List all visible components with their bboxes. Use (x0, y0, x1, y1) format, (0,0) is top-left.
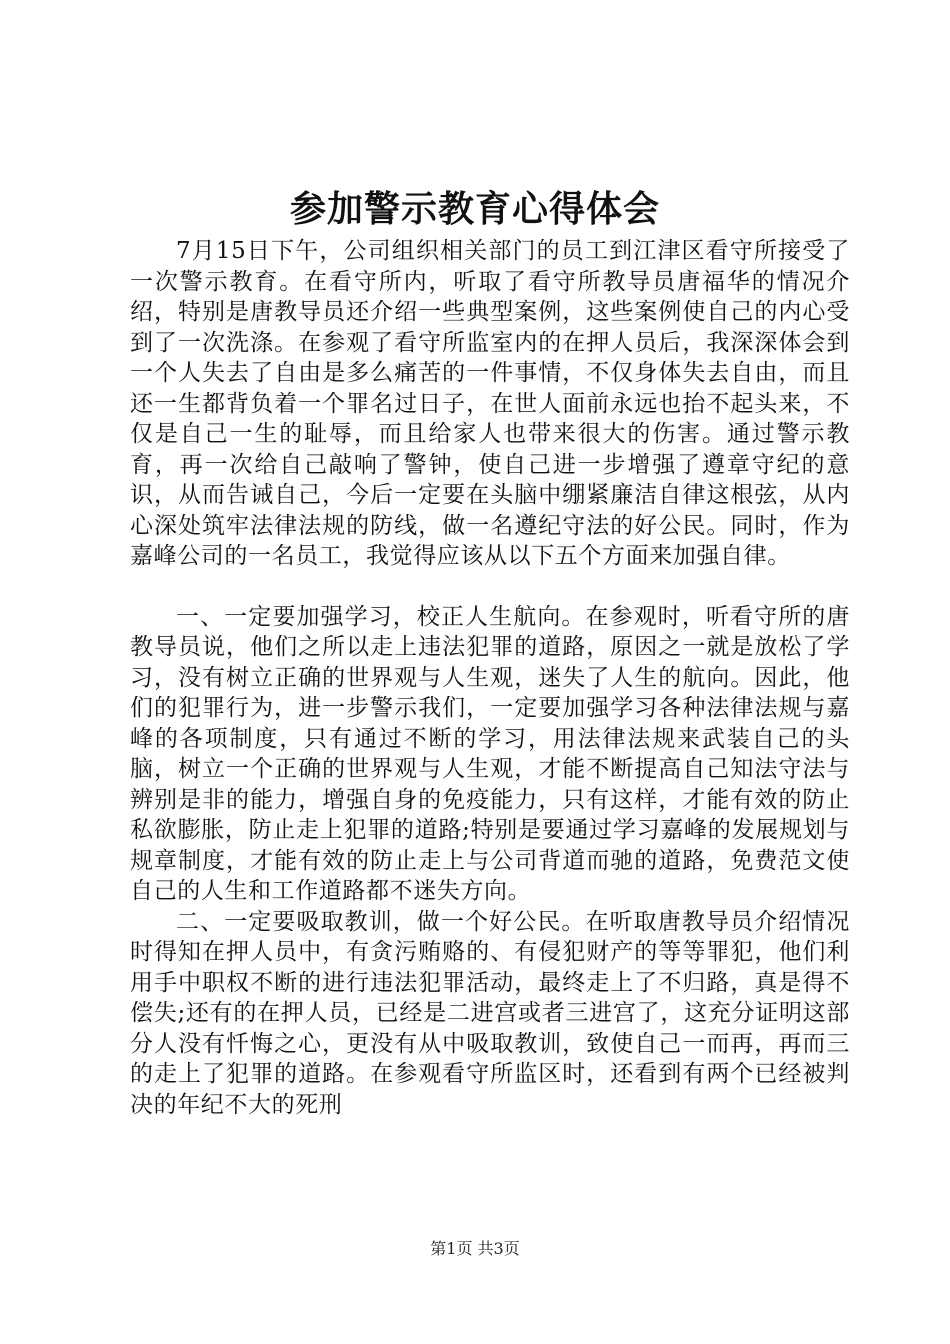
paragraph-point-one: 一、一定要加强学习，校正人生航向。在参观时，听看守所的唐教导员说，他们之所以走上违法犯罪的道路，原因之一就是放松了学习，没有树立正确的世界观与人生观，迷失了人生的航向。因此，他们的犯罪行为，进一步警示我们，一定要加强学习各种法律法规与嘉峰的各项制度，只有通过不断的学习，用法律法规来武装自己的头脑，树立一个正确的世界观与人生观，才能不断提高自己知法守法与辨别是非的能力，增强自身的免疫能力，只有这样，才能有效的防止私欲膨胀，防止走上犯罪的道路;特别是要通过学习嘉峰的发展规划与规章制度，才能有效的防止走上与公司背道而驰的道路，免费范文使自己的人生和工作道路都不迷失方向。 (130, 603, 850, 904)
page-number-footer: 第1页 共3页 (430, 1239, 520, 1258)
paragraph-point-two: 二、一定要吸取教训，做一个好公民。在听取唐教导员介绍情况时得知在押人员中，有贪污贿赂的、有侵犯财产的等等罪犯，他们利用手中职权不断的进行违法犯罪活动，最终走上了不归路，真是得不偿失;还有的在押人员，已经是二进宫或者三进宫了，这充分证明这部分人没有忏悔之心，更没有从中吸取教训，致使自己一而再，再而三的走上了犯罪的道路。在参观看守所监区时，还看到有两个已经被判决的年纪不大的死刑 (130, 908, 850, 1118)
document-body (130, 236, 850, 1120)
paragraph-intro: 7月15日下午，公司组织相关部门的员工到江津区看守所接受了一次警示教育。在看守所内，听取了看守所教导员唐福华的情况介绍，特别是唐教导员还介绍一些典型案例，这些案例使自己的内心受到了一次洗涤。在参观了看守所监室内的在押人员后，我深深体会到一个人失去了自由是多么痛苦的一件事情，不仅身体失去自由，而且还一生都背负着一个罪名过日子，在世人面前永远也抬不起头来，不仅是自己一生的耻辱，而且给家人也带来很大的伤害。通过警示教育，再一次给自己敲响了警钟，使自己进一步增强了遵章守纪的意识，从而告诫自己，今后一定要在头脑中绷紧廉洁自律这根弦，从内心深处筑牢法律法规的防线，做一名遵纪守法的好公民。同时，作为嘉峰公司的一名员工，我觉得应该从以下五个方面来加强自律。 (130, 238, 850, 569)
document-title: 参加警示教育心得体会 (289, 189, 660, 230)
